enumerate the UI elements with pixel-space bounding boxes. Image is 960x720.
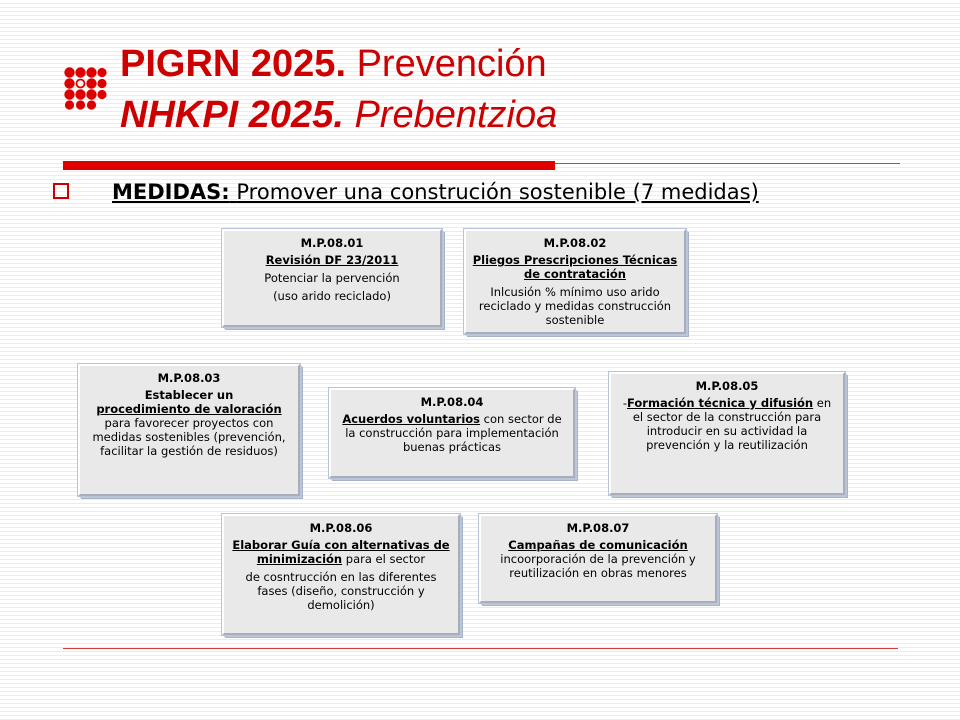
title-eu-strong: NHKPI 2025. bbox=[120, 94, 344, 136]
title-es-strong: PIGRN 2025. bbox=[120, 43, 346, 85]
measure-text-2: (uso arido reciclado) bbox=[273, 289, 391, 303]
subtitle-label: MEDIDAS: bbox=[112, 180, 230, 204]
measure-code: M.P.08.07 bbox=[566, 521, 630, 535]
measure-box-08-03 bbox=[78, 364, 300, 496]
measure-text: con sector de la construcción para implementación buenas prácticas bbox=[345, 412, 562, 454]
measure-box-08-05 bbox=[609, 372, 845, 495]
measure-heading: Pliegos Prescripciones Técnicas de contratación bbox=[472, 253, 678, 281]
measure-code: M.P.08.02 bbox=[543, 236, 607, 250]
measure-text: para favorecer proyectos con medidas sostenibles (prevención, facilitar la gestión de residuos) bbox=[92, 416, 286, 458]
measure-code: M.P.08.06 bbox=[309, 521, 373, 535]
title-divider-bar bbox=[63, 161, 555, 170]
measure-text: incoorporación de la prevención y reutilización en obras menores bbox=[500, 552, 696, 580]
measure-box-08-01 bbox=[222, 229, 442, 327]
measure-heading-prefix: Establecer un bbox=[144, 388, 234, 402]
footer-divider-line bbox=[63, 648, 898, 649]
measure-text-2: de cosntrucción en las diferentes fases (diseño, construcción y demolición) bbox=[245, 570, 437, 612]
measure-heading: procedimiento de valoración bbox=[96, 402, 282, 416]
measure-text: para el sector bbox=[345, 552, 426, 566]
measure-heading: Elaborar Guía con alternativas de minimización bbox=[232, 538, 450, 566]
square-bullet-icon bbox=[53, 183, 69, 199]
title-eu-light: Prebentzioa bbox=[354, 94, 558, 136]
measure-code: M.P.08.05 bbox=[695, 379, 759, 393]
measure-box-08-07 bbox=[479, 514, 717, 603]
measure-heading: Revisión DF 23/2011 bbox=[265, 253, 399, 267]
measure-code: M.P.08.04 bbox=[420, 395, 484, 409]
measure-prefix: - bbox=[622, 396, 627, 410]
measure-heading: Formación técnica y difusión bbox=[627, 396, 814, 410]
measure-box-08-06 bbox=[222, 514, 460, 635]
page-title-es bbox=[120, 42, 547, 86]
measures-subtitle bbox=[112, 178, 759, 206]
measure-box-08-04 bbox=[329, 388, 575, 478]
measure-text: en el sector de la construcción para introducir en su actividad la prevención y la reutilización bbox=[632, 396, 832, 452]
page-title-eu bbox=[120, 93, 557, 137]
measure-code: M.P.08.03 bbox=[157, 371, 221, 385]
subtitle-text: Promover una construción sostenible (7 medidas) bbox=[236, 180, 759, 204]
title-es-light: Prevención bbox=[356, 43, 547, 85]
title-divider-line bbox=[555, 163, 900, 164]
measure-heading: Acuerdos voluntarios bbox=[342, 412, 481, 426]
measure-text: Inlcusión % mínimo uso arido reciclado y medidas construcción sostenible bbox=[478, 285, 672, 327]
measure-heading: Campañas de comunicación bbox=[508, 538, 688, 552]
measure-code: M.P.08.01 bbox=[300, 236, 364, 250]
logo-dots-icon bbox=[62, 65, 107, 110]
measure-box-08-02 bbox=[464, 229, 686, 334]
measure-text: Potenciar la pervención bbox=[264, 271, 400, 285]
